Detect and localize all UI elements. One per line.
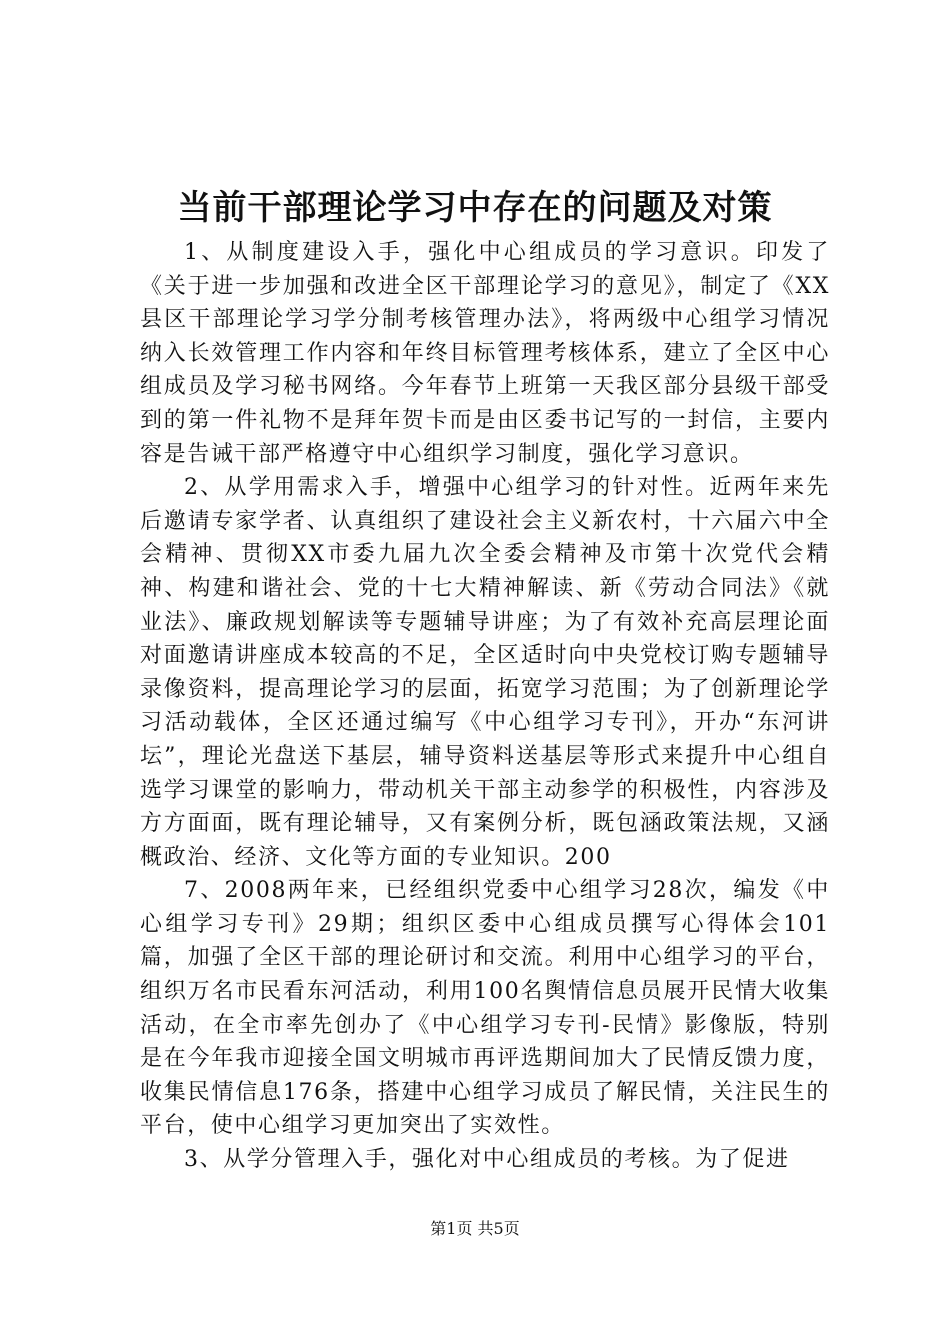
paragraph-3: 7、2008两年来，已经组织党委中心组学习28次，编发《中心组学习专刊》29期；组织区委中心组成员撰写心得体会101篇，加强了全区干部的理论研讨和交流。利用中心组学习的平台，组织万名市民看东河活动，利用100名舆情信息员展开民情大收集活动，在全市率先创办了《中心组学习专刊-民情》影像版，特别是在今年我市迎接全国文明城市再评选期间加大了民情反馈力度，收集民情信息176条，搭建中心组学习成员了解民情，关注民生的平台，使中心组学习更加突出了实效性。 [140, 878, 830, 1139]
document-title: 当前干部理论学习中存在的问题及对策 [177, 188, 773, 228]
paragraph-4: 3、从学分管理入手，强化对中心组成员的考核。为了促进 [184, 1147, 790, 1173]
page-footer: 第1页 共5页 [430, 1219, 520, 1238]
paragraph-1: 1、从制度建设入手，强化中心组成员的学习意识。印发了《关于进一步加强和改进全区干部理论学习的意见》，制定了《XX县区干部理论学习学分制考核管理办法》，将两级中心组学习情况纳入长效管理工作内容和年终目标管理考核体系，建立了全区中心组成员及学习秘书网络。今年春节上班第一天我区部分县级干部受到的第一件礼物不是拜年贺卡而是由区委书记写的一封信，主要内容是告诫干部严格遵守中心组织学习制度，强化学习意识。 [140, 240, 830, 467]
document-body [140, 236, 830, 1177]
paragraph-2: 2、从学用需求入手，增强中心组学习的针对性。近两年来先后邀请专家学者、认真组织了建设社会主义新农村，十六届六中全会精神、贯彻XX市委九届九次全委会精神及市第十次党代会精神、构建和谐社会、党的十七大精神解读、新《劳动合同法》《就业法》、廉政规划解读等专题辅导讲座；为了有效补充高层理论面对面邀请讲座成本较高的不足，全区适时向中央党校订购专题辅导录像资料，提高理论学习的层面，拓宽学习范围；为了创新理论学习活动载体，全区还通过编写《中心组学习专刊》，开办“东河讲坛”，理论光盘送下基层，辅导资料送基层等形式来提升中心组自选学习课堂的影响力，带动机关干部主动参学的积极性，内容涉及方方面面，既有理论辅导，又有案例分析，既包涵政策法规，又涵概政治、经济、文化等方面的专业知识。200 [140, 475, 830, 870]
